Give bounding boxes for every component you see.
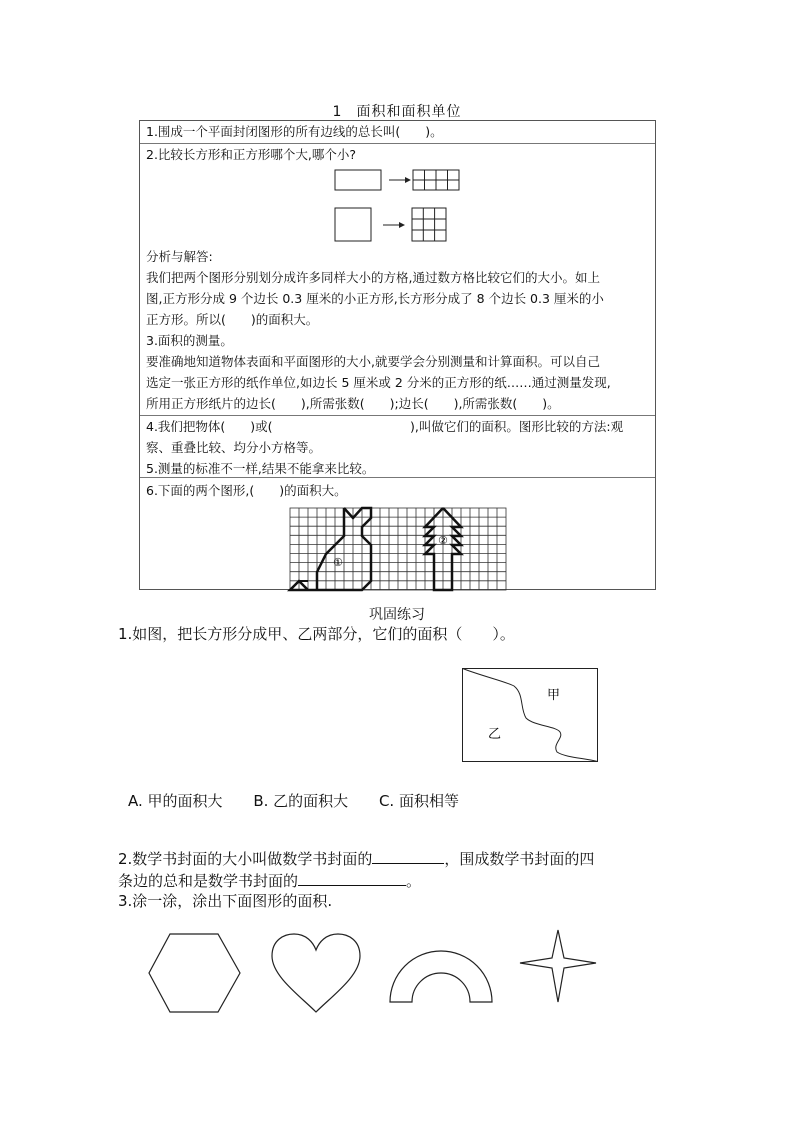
q1-text: 1.围成一个平面封闭图形的所有边线的总长叫( )。 [146,124,443,139]
q2-text: 2.比较长方形和正方形哪个大,哪个小? [146,147,357,162]
arrow-right-icon [389,177,411,183]
practice-2-line-1 [118,848,594,870]
q6-text: 6.下面的两个图形,( )的面积大。 [146,483,347,498]
rectangle-grid [413,170,459,190]
compare-figures [330,168,470,268]
analysis-line-2: 图,正方形分成 9 个边长 0.3 厘米的小正方形,长方形分成了 8 个边长 0.3 厘米的小 [146,291,604,306]
star-shape[interactable] [520,930,596,1002]
label-jia: 甲 [547,688,561,703]
q3-line-3: 所用正方形纸片的边长( ),所需张数( );边长( ),所需张数( )。 [146,396,560,411]
figure-2-label: ② [438,534,448,547]
row-q1 [140,121,655,143]
figure-1-label: ① [333,556,343,569]
q4-line-1: 4.我们把物体( )或( ),叫做它们的面积。图形比较的方法:观 [146,419,624,434]
lesson-number: 1 [332,104,343,120]
arrow-right-icon [383,222,405,228]
practice-1-label: 1.如图，把长方形分成甲、乙两部分，它们的面积（ ）。 [118,625,515,643]
practice-2-part-2: ，围成数学书封面的四 [444,850,595,868]
practice-1-options [128,790,459,812]
practice-2-part-4: 。 [406,872,422,890]
row-q4-q5 [140,415,655,477]
rectangle-outline [463,669,598,762]
row-q2-q3 [140,143,655,434]
q5-text: 5.测量的标准不一样,结果不能拿来比较。 [146,461,375,476]
square-shape [335,208,371,241]
q3-line-1: 要准确地知道物体表面和平面图形的大小,就要学会分别测量和计算面积。可以自己 [146,354,600,369]
analysis-heading: 分析与解答: [146,249,213,264]
option-c[interactable]: C. 面积相等 [378,792,459,810]
figure-1-outline [290,508,371,590]
option-b[interactable]: B. 乙的面积大 [253,792,349,810]
row-q6 [140,477,655,590]
arch-shape[interactable] [390,951,492,1002]
blank-perimeter[interactable] [298,871,406,886]
practice-2-part-1: 2.数学书封面的大小叫做数学书封面的 [118,850,373,868]
practice-heading: 巩固练习 [369,607,425,623]
grid-figure [290,508,506,591]
analysis-line-1: 我们把两个图形分别划分成许多同样大小的方格,通过数方格比较它们的大小。如上 [146,270,600,285]
dividing-curve [463,669,598,762]
heart-shape[interactable] [272,934,360,1012]
analysis-line-3: 正方形。所以( )的面积大。 [146,312,319,327]
practice-2-part-3: 条边的总和是数学书封面的 [118,872,299,890]
rectangle-shape [335,170,381,190]
lesson-title [0,101,794,121]
knowledge-box [139,120,656,590]
lesson-title-text: 面积和面积单位 [356,104,462,120]
grid-lines [290,508,506,590]
practice-3-text [118,890,332,912]
square-grid [412,208,446,241]
practice-3-shapes [140,930,610,1020]
practice-1-figure [462,668,602,764]
q3-text: 3.面积的测量。 [146,333,233,348]
q4-line-2: 察、重叠比较、均分小方格等。 [146,440,322,455]
option-a[interactable]: A. 甲的面积大 [128,792,223,810]
practice-2-line-2 [118,870,421,892]
practice-3-label: 3.涂一涂，涂出下面图形的面积. [118,892,333,910]
label-yi: 乙 [488,727,502,742]
practice-1-text [118,623,515,645]
hexagon-shape[interactable] [149,934,240,1012]
blank-area[interactable] [372,849,444,864]
q3-line-2: 选定一张正方形的纸作单位,如边长 5 厘米或 2 分米的正方形的纸……通过测量发现, [146,375,611,390]
